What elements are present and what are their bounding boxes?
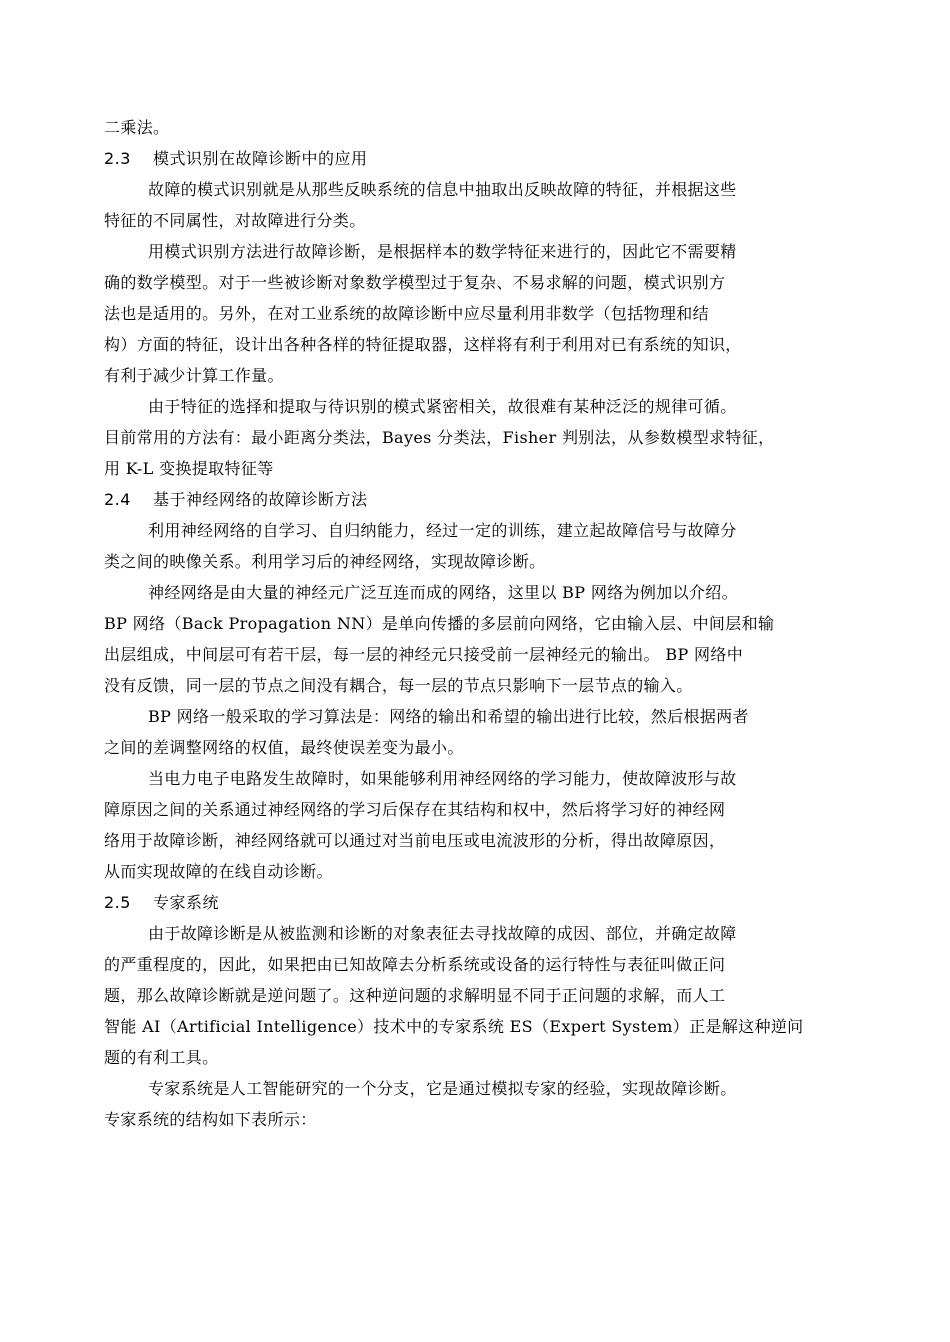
text-line: 用 K-L 变换提取特征等 bbox=[104, 459, 274, 478]
text-line: 目前常用的方法有：最小距离分类法，Bayes 分类法，Fisher 判别法，从参数模型求特征， bbox=[104, 428, 775, 447]
section-title: 模式识别在故障诊断中的应用 bbox=[153, 149, 368, 168]
text-line: 专家系统的结构如下表所示： bbox=[104, 1110, 317, 1129]
text-line: 法也是适用的。另外，在对工业系统的故障诊断中应尽量利用非数学（包括物理和结 bbox=[104, 304, 709, 323]
section-title: 基于神经网络的故障诊断方法 bbox=[153, 490, 368, 509]
text-line: 利用神经网络的自学习、自归纳能力，经过一定的训练，建立起故障信号与故障分 bbox=[148, 521, 737, 540]
section-title: 专家系统 bbox=[153, 893, 220, 912]
section-heading-2-4 bbox=[104, 484, 850, 515]
text-line: 智能 AI（Artificial Intelligence）技术中的专家系统 ES（Expert System）正是解这种逆问 bbox=[104, 1017, 804, 1036]
text-line: 用模式识别方法进行故障诊断，是根据样本的数学特征来进行的，因此它不需要精 bbox=[148, 242, 737, 261]
text-line: 之间的差调整网络的权值，最终使误差变为最小。 bbox=[104, 738, 464, 757]
section-number: 2.4 bbox=[104, 490, 131, 509]
text-line: 题的有利工具。 bbox=[104, 1048, 219, 1067]
text-line: 从而实现故障的在线自动诊断。 bbox=[104, 862, 333, 881]
text-line: 出层组成，中间层可有若干层，每一层的神经元只接受前一层神经元的输出。 BP 网络中 bbox=[104, 645, 744, 664]
text-line: 题，那么故障诊断就是逆问题了。这种逆问题的求解明显不同于正问题的求解，而人工 bbox=[104, 986, 726, 1005]
text-line: 构）方面的特征，设计出各种各样的特征提取器，这样将有利于利用对已有系统的知识， bbox=[104, 335, 742, 354]
text-line: 神经网络是由大量的神经元广泛互连而成的网络，这里以 BP 网络为例加以介绍。 bbox=[148, 583, 738, 602]
section-number: 2.3 bbox=[104, 149, 131, 168]
text-line: 专家系统是人工智能研究的一个分支，它是通过模拟专家的经验，实现故障诊断。 bbox=[148, 1079, 737, 1098]
text-line: 没有反馈，同一层的节点之间没有耦合，每一层的节点只影响下一层节点的输入。 bbox=[104, 676, 693, 695]
text-line: 特征的不同属性，对故障进行分类。 bbox=[104, 211, 366, 230]
text-line: 由于特征的选择和提取与待识别的模式紧密相关，故很难有某种泛泛的规律可循。 bbox=[148, 397, 737, 416]
text-line: 的严重程度的，因此，如果把由已知故障去分析系统或设备的运行特性与表征叫做正问 bbox=[104, 955, 726, 974]
text-line: 络用于故障诊断，神经网络就可以通过对当前电压或电流波形的分析，得出故障原因， bbox=[104, 831, 726, 850]
section-heading-2-3 bbox=[104, 143, 850, 174]
text-line: 类之间的映像关系。利用学习后的神经网络，实现故障诊断。 bbox=[104, 552, 546, 571]
text-line: 二乘法。 bbox=[104, 118, 170, 137]
text-line: 障原因之间的关系通过神经网络的学习后保存在其结构和权中，然后将学习好的神经网 bbox=[104, 800, 726, 819]
section-heading-2-5 bbox=[104, 887, 850, 918]
text-line: 有利于减少计算工作量。 bbox=[104, 366, 284, 385]
text-line: 确的数学模型。对于一些被诊断对象数学模型过于复杂、不易求解的问题，模式识别方 bbox=[104, 273, 726, 292]
text-line: 由于故障诊断是从被监测和诊断的对象表征去寻找故障的成因、部位，并确定故障 bbox=[148, 924, 737, 943]
document-page bbox=[104, 112, 850, 1135]
text-line: BP 网络一般采取的学习算法是：网络的输出和希望的输出进行比较，然后根据两者 bbox=[148, 707, 749, 726]
section-number: 2.5 bbox=[104, 893, 131, 912]
text-line: 故障的模式识别就是从那些反映系统的信息中抽取出反映故障的特征，并根据这些 bbox=[148, 180, 737, 199]
text-line: BP 网络（Back Propagation NN）是单向传播的多层前向网络，它由输入层、中间层和输 bbox=[104, 614, 775, 633]
text-line: 当电力电子电路发生故障时，如果能够利用神经网络的学习能力，使故障波形与故 bbox=[148, 769, 737, 788]
